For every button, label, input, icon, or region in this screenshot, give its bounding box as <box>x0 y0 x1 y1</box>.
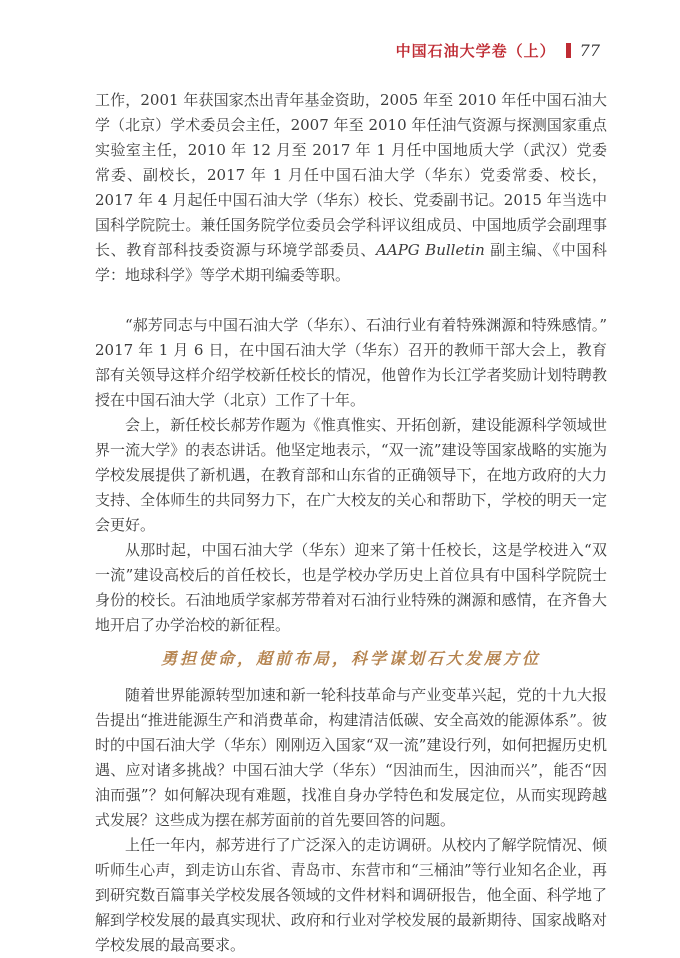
running-head-title: 中国石油大学卷（上） <box>395 42 556 60</box>
journal-name-italic: AAPG Bulletin <box>376 241 485 259</box>
bio-text-after-journal: 副主编、《中国科学：地球科学》等学术期刊编委等职。 <box>95 241 607 284</box>
section-heading: 勇担使命，超前布局，科学谋划石大发展方位 <box>160 649 541 668</box>
paragraph-inaugural-speech: 会上，新任校长郝芳作题为《惟真惟实、开拓创新，建设能源科学领域世界一流大学》的表态讲话。他坚定地表示，“双一流”建设等国家战略的实施为学校发展提供了新机遇，在教育部和山东省的正确领导下，在地方政府的大力支持、全体师生的共同努力下，在广大校友的关心和帮助下，学校的明天一定会更好。 <box>95 416 607 534</box>
page-header <box>396 40 600 61</box>
paragraph-bio-continuation <box>95 88 607 288</box>
page-number: 77 <box>579 41 600 60</box>
paragraph-research-visits: 上任一年内，郝芳进行了广泛深入的走访调研。从校内了解学院情况、倾听师生心声，到走访山东省、青岛市、东营市和“三桶油”等行业知名企业，再到研究数百篇事关学校发展各领域的文件材料和调研报告，他全面、科学地了解到学校发展的最真实现状、政府和行业对学校发展的最新期待、国家战略对学校发展的最高要求。 <box>95 836 607 954</box>
paragraph-tenth-president: 从那时起，中国石油大学（华东）迎来了第十任校长，这是学校进入“双一流”建设高校后的首任校长，也是学校办学历史上首位具有中国科学院院士身份的校长。石油地质学家郝芳带着对石油行业特殊的渊源和感情，在齐鲁大地开启了办学治校的新征程。 <box>95 541 607 634</box>
paragraph-energy-strategy: 随着世界能源转型加速和新一轮科技革命与产业变革兴起，党的十九大报告提出“推进能源生产和消费革命，构建清洁低碳、安全高效的能源体系”。彼时的中国石油大学（华东）刚刚迈入国家“双一流”建设行列，如何把握历史机遇、应对诸多挑战？中国石油大学（华东）“因油而生，因油而兴”，能否“因油而强”？如何解决现有难题，找准自身办学特色和发展定位，从而实现跨越式发展？这些成为摆在郝芳面前的首先要回答的问题。 <box>95 686 607 829</box>
page-body <box>95 88 607 958</box>
paragraph-quote-intro: “郝芳同志与中国石油大学（华东）、石油行业有着特殊渊源和特殊感情。”2017 年 1 月 6 日，在中国石油大学（华东）召开的教师干部大会上，教育部有关领导这样介绍学校新任校长的情况，他曾作为长江学者奖励计划特聘教授在中国石油大学（北京）工作了十年。 <box>95 316 607 409</box>
header-divider-bar <box>566 43 571 58</box>
bio-text-before-journal: 工作，2001 年获国家杰出青年基金资助，2005 年至 2010 年任中国石油大学（北京）学术委员会主任，2007 年至 2010 年任油气资源与探测国家重点实验室主任，2010 年 12 月至 2017 年 1 月任中国地质大学（武汉）党委常委、副校长，2017 年 1 月任中国石油大学（华东）党委常委、校长，2017 年 4 月起任中国石油大学（华东）校长、党委副书记。2015 年当选中国科学院院士。兼任国务院学位委员会学科评议组成员、中国地质学会副理事长、教育部科技委资源与环境学部委员、 <box>95 91 607 259</box>
